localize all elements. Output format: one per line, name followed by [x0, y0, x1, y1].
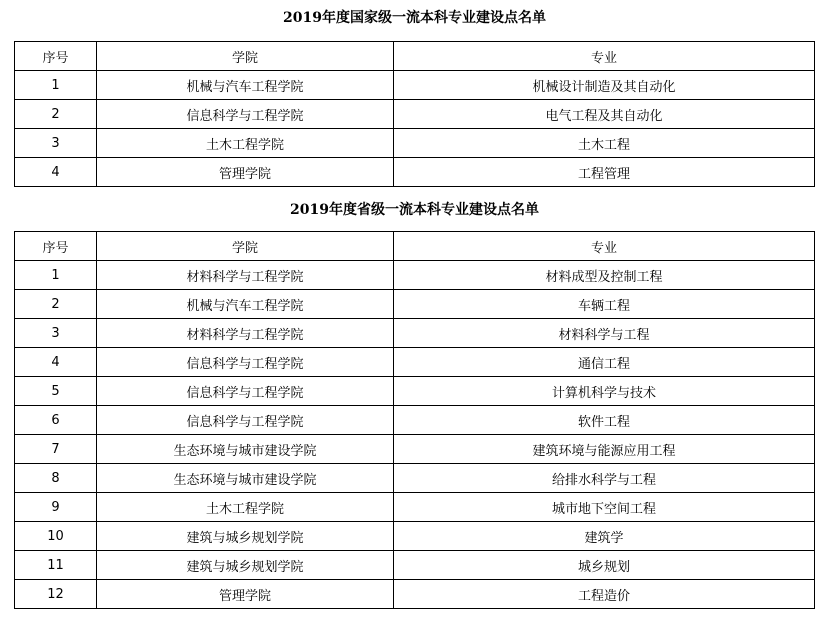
cell-college: 生态环境与城市建设学院 [97, 464, 394, 493]
table-row [15, 522, 815, 551]
table-row [15, 71, 815, 100]
table-row [15, 580, 815, 609]
cell-index: 2 [15, 100, 97, 129]
cell-college: 信息科学与工程学院 [97, 406, 394, 435]
cell-index: 8 [15, 464, 97, 493]
provincial-list-title: 2019年度省级一流本科专业建设点名单 [290, 202, 539, 218]
cell-major: 电气工程及其自动化 [394, 100, 815, 129]
cell-college: 土木工程学院 [97, 129, 394, 158]
cell-major: 机械设计制造及其自动化 [394, 71, 815, 100]
cell-college: 生态环境与城市建设学院 [97, 435, 394, 464]
national-list-table [14, 41, 815, 187]
cell-index: 10 [15, 522, 97, 551]
cell-major: 建筑学 [394, 522, 815, 551]
table-row [15, 551, 815, 580]
cell-college: 信息科学与工程学院 [97, 100, 394, 129]
cell-index: 1 [15, 71, 97, 100]
table-row [15, 319, 815, 348]
cell-college: 材料科学与工程学院 [97, 261, 394, 290]
header-index: 序号 [15, 232, 97, 261]
national-list-title: 2019年度国家级一流本科专业建设点名单 [283, 10, 546, 26]
cell-index: 3 [15, 319, 97, 348]
table-header-row [15, 232, 815, 261]
table-row [15, 348, 815, 377]
cell-major: 城乡规划 [394, 551, 815, 580]
cell-index: 6 [15, 406, 97, 435]
cell-major: 给排水科学与工程 [394, 464, 815, 493]
cell-college: 管理学院 [97, 158, 394, 187]
cell-index: 4 [15, 348, 97, 377]
cell-major: 建筑环境与能源应用工程 [394, 435, 815, 464]
cell-college: 土木工程学院 [97, 493, 394, 522]
provincial-list-table [14, 231, 815, 609]
cell-college: 建筑与城乡规划学院 [97, 522, 394, 551]
cell-college: 管理学院 [97, 580, 394, 609]
cell-major: 车辆工程 [394, 290, 815, 319]
table-row [15, 435, 815, 464]
cell-index: 3 [15, 129, 97, 158]
cell-major: 材料成型及控制工程 [394, 261, 815, 290]
table-row [15, 493, 815, 522]
table-row [15, 406, 815, 435]
cell-major: 城市地下空间工程 [394, 493, 815, 522]
cell-index: 5 [15, 377, 97, 406]
cell-college: 机械与汽车工程学院 [97, 290, 394, 319]
header-major: 专业 [394, 232, 815, 261]
table-row [15, 261, 815, 290]
cell-major: 工程管理 [394, 158, 815, 187]
header-college: 学院 [97, 42, 394, 71]
cell-major: 土木工程 [394, 129, 815, 158]
cell-index: 12 [15, 580, 97, 609]
cell-major: 通信工程 [394, 348, 815, 377]
cell-major: 软件工程 [394, 406, 815, 435]
table-row [15, 158, 815, 187]
table-row [15, 100, 815, 129]
cell-college: 信息科学与工程学院 [97, 348, 394, 377]
table-row [15, 290, 815, 319]
cell-major: 材料科学与工程 [394, 319, 815, 348]
table-row [15, 464, 815, 493]
cell-college: 建筑与城乡规划学院 [97, 551, 394, 580]
cell-index: 7 [15, 435, 97, 464]
cell-college: 材料科学与工程学院 [97, 319, 394, 348]
header-index: 序号 [15, 42, 97, 71]
table-row [15, 377, 815, 406]
header-major: 专业 [394, 42, 815, 71]
cell-index: 11 [15, 551, 97, 580]
cell-index: 9 [15, 493, 97, 522]
cell-major: 工程造价 [394, 580, 815, 609]
header-college: 学院 [97, 232, 394, 261]
cell-major: 计算机科学与技术 [394, 377, 815, 406]
cell-index: 2 [15, 290, 97, 319]
cell-index: 1 [15, 261, 97, 290]
table-header-row [15, 42, 815, 71]
cell-index: 4 [15, 158, 97, 187]
cell-college: 机械与汽车工程学院 [97, 71, 394, 100]
cell-college: 信息科学与工程学院 [97, 377, 394, 406]
table-row [15, 129, 815, 158]
